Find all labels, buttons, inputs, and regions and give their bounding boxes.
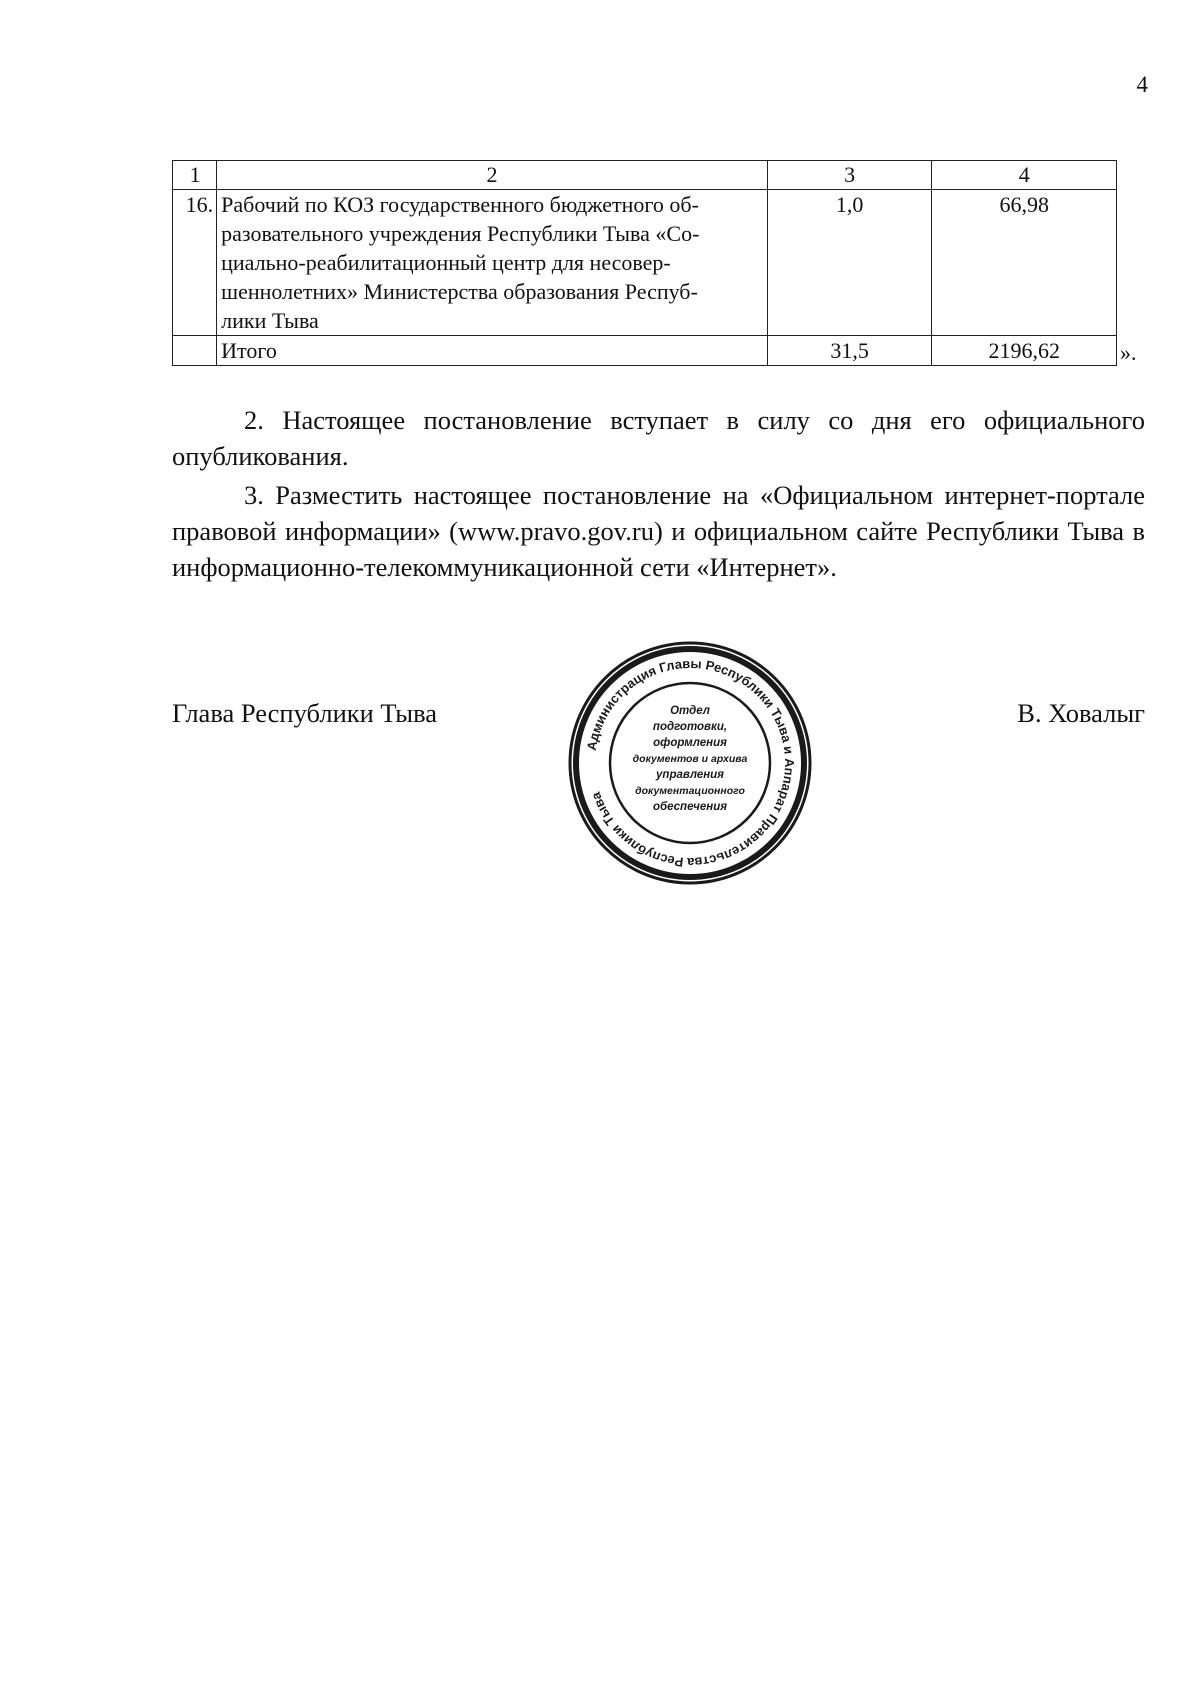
total-empty-cell [173, 336, 217, 366]
row-position-name [217, 190, 768, 336]
header-cell-1: 1 [173, 161, 217, 190]
seal-graphic [567, 640, 813, 886]
row-name-line: лики Тыва [221, 308, 319, 333]
total-label: Итого [217, 336, 768, 366]
paragraph-2 [172, 402, 1145, 474]
total-col3-value: 31,5 [767, 336, 932, 366]
row-col4-value: 66,98 [932, 190, 1117, 336]
row-col3-value: 1,0 [767, 190, 932, 336]
signatory-position: Глава Республики Тыва [172, 698, 438, 728]
table-header-row [173, 161, 1117, 190]
seal-center-line: обеспечения [652, 801, 728, 813]
paragraph-3 [172, 477, 1145, 585]
total-col4-value: 2196,62 [932, 336, 1117, 366]
official-seal [567, 640, 813, 886]
paragraph-3-text: 3. Разместить настоящее постановление на «Официальном интернет-портале правовой информации» (www.pravo.gov.ru) и официальном сайте Республики Тыва в информационно-телекоммуникационной сети «Интернет». [172, 480, 1145, 582]
seal-center-line: оформления [653, 737, 727, 749]
header-cell-4: 4 [932, 161, 1117, 190]
seal-center-line: документационного [635, 785, 745, 797]
positions-table [172, 160, 1117, 366]
seal-center-line: подготовки, [652, 721, 728, 733]
header-cell-2: 2 [217, 161, 768, 190]
row-number: 16. [173, 190, 217, 336]
page-number: 4 [1136, 72, 1148, 97]
row-name-line: разовательного учреждения Республики Тыва «Со- [221, 221, 700, 246]
row-name-line: Рабочий по КОЗ государственного бюджетного об- [221, 192, 699, 217]
header-cell-3: 3 [767, 161, 932, 190]
signatory-name: В. Ховалыг [1017, 698, 1145, 728]
row-name-line: шеннолетних» Министерства образования Респуб- [221, 279, 698, 304]
seal-center-line: документов и архива [632, 753, 748, 765]
seal-center-line: Отдел [670, 705, 710, 717]
paragraph-2-text: 2. Настоящее постановление вступает в силу со дня его официального опубликования. [172, 405, 1145, 471]
row-name-line: циально-реабилитационный центр для несовер- [221, 250, 671, 275]
seal-ring-textpath: Администрация Главы Республики Тыва и Аппарат Правительства Республики Тыва [583, 655, 798, 871]
table-row [173, 190, 1117, 336]
table-closing-quote: ». [1120, 340, 1137, 365]
seal-center-line: управления [656, 769, 724, 781]
table-total-row [173, 336, 1117, 366]
